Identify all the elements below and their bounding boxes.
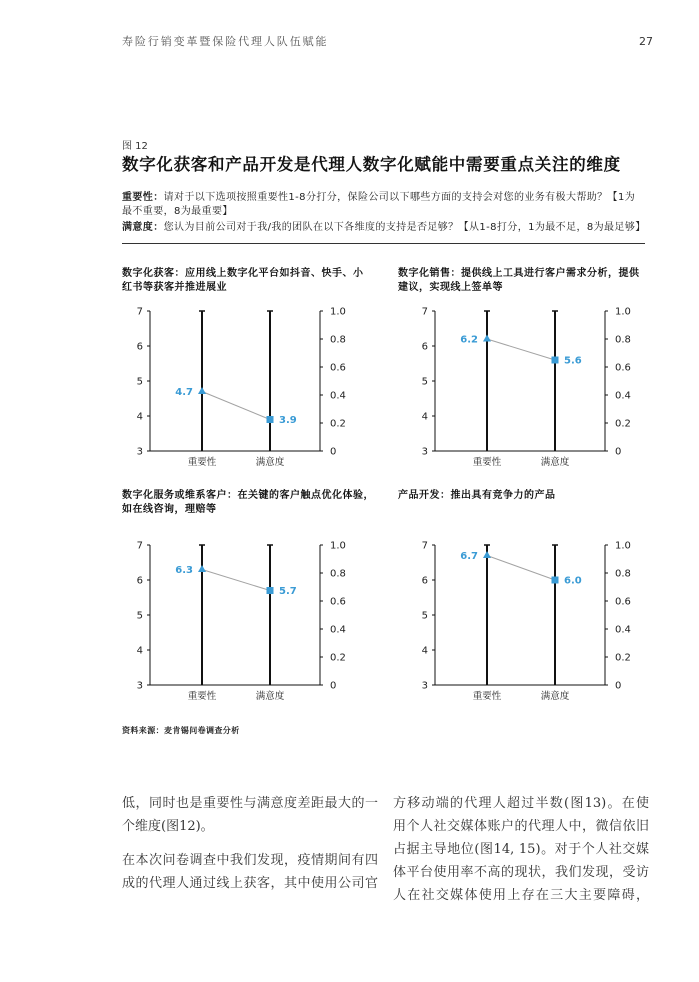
note-satisfaction-line xyxy=(122,221,646,234)
importance-point xyxy=(198,565,206,572)
left-y-tick-label: 3 xyxy=(136,680,143,692)
right-y-tick-label: 0.6 xyxy=(615,362,631,374)
note-term-importance: 重要性： xyxy=(122,192,164,203)
left-y-tick-label: 6 xyxy=(421,341,428,353)
chart-digital-sales xyxy=(405,303,637,473)
right-y-tick-label: 0.4 xyxy=(615,390,631,402)
body-line: 用个人社交媒体账户的代理人中，微信依旧 xyxy=(393,819,649,834)
figure-title: 数字化获客和产品开发是代理人数字化赋能中需要重点关注的维度 xyxy=(122,155,621,174)
note-text: 请对于以下选项按照重要性1-8分打分，保险公司以下哪些方面的支持会对您的业务有极大帮助？【1为 xyxy=(163,192,636,203)
importance-value-label: 6.2 xyxy=(460,334,478,346)
body-line: 个维度(图12)。 xyxy=(122,819,214,834)
right-y-tick-label: 1.0 xyxy=(615,540,631,552)
body-line: 方移动端的代理人超过半数(图13)。在使 xyxy=(393,796,649,811)
right-y-tick-label: 0.6 xyxy=(330,362,346,374)
body-line: 体平台使用率不高的现状，我们发现，受访 xyxy=(393,865,649,880)
right-y-tick-label: 0.8 xyxy=(615,568,631,580)
running-header-title: 寿险行销变革暨保险代理人队伍赋能 xyxy=(122,35,329,48)
satisfaction-value-label: 6.0 xyxy=(564,575,582,587)
left-y-tick-label: 7 xyxy=(136,306,143,318)
right-y-tick-label: 1.0 xyxy=(330,540,346,552)
right-y-tick-label: 0.6 xyxy=(615,596,631,608)
note-text: 最不重要，8为最重要】 xyxy=(122,206,233,217)
left-y-tick-label: 7 xyxy=(421,306,428,318)
chart-title-digital-sales xyxy=(398,267,640,295)
right-y-tick-label: 0 xyxy=(330,680,337,692)
right-y-tick-label: 0 xyxy=(615,446,622,458)
left-y-tick-label: 5 xyxy=(136,376,143,388)
right-y-tick-label: 0.8 xyxy=(330,568,346,580)
category-label: 重要性 xyxy=(187,457,217,468)
chart-plot-area xyxy=(120,537,352,707)
figure-label: 图 12 xyxy=(122,141,148,152)
left-y-tick-label: 3 xyxy=(136,446,143,458)
body-paragraph xyxy=(393,792,649,907)
satisfaction-point xyxy=(552,577,559,584)
chart-title-line: 红书等获客并推进展业 xyxy=(122,282,227,293)
left-y-tick-label: 4 xyxy=(136,645,143,657)
right-y-tick-label: 1.0 xyxy=(615,306,631,318)
left-y-tick-label: 3 xyxy=(421,680,428,692)
right-y-tick-label: 0 xyxy=(330,446,337,458)
chart-plot-area xyxy=(120,303,352,473)
right-y-tick-label: 0.4 xyxy=(330,624,346,636)
chart-title-digital-service xyxy=(122,489,374,517)
body-line: 成的代理人通过线上获客，其中使用公司官 xyxy=(122,876,378,891)
body-line: 占据主导地位(图14, 15)。对于个人社交媒 xyxy=(393,842,649,857)
chart-title-line: 如在线咨询，理赔等 xyxy=(122,504,217,515)
note-importance-line-2 xyxy=(122,205,233,218)
chart-title-line: 数字化服务或维系客户：在关键的客户触点优化体验， xyxy=(122,490,374,501)
figure-source: 资料来源：麦肯锡问卷调查分析 xyxy=(122,726,240,735)
chart-digital-service xyxy=(120,537,352,707)
connector-line xyxy=(202,570,270,591)
right-y-tick-label: 0.2 xyxy=(330,652,346,664)
chart-product-development xyxy=(405,537,637,707)
page-number: 27 xyxy=(639,35,653,48)
satisfaction-value-label: 3.9 xyxy=(279,415,297,426)
satisfaction-point xyxy=(267,416,274,423)
importance-value-label: 6.3 xyxy=(175,565,193,576)
right-y-tick-label: 0.4 xyxy=(330,390,346,402)
satisfaction-value-label: 5.6 xyxy=(564,355,582,367)
satisfaction-point xyxy=(267,587,274,594)
category-label: 满意度 xyxy=(255,691,285,702)
right-y-tick-label: 0.8 xyxy=(615,334,631,346)
chart-digital-acquisition xyxy=(120,303,352,473)
importance-value-label: 4.7 xyxy=(175,387,193,398)
importance-point xyxy=(483,335,491,342)
left-y-tick-label: 7 xyxy=(136,540,143,552)
category-label: 满意度 xyxy=(255,457,285,468)
right-y-tick-label: 0.8 xyxy=(330,334,346,346)
right-y-tick-label: 0 xyxy=(615,680,622,692)
connector-line xyxy=(487,556,555,581)
left-y-tick-label: 5 xyxy=(136,610,143,622)
left-y-tick-label: 4 xyxy=(421,645,428,657)
body-line: 在本次问卷调查中我们发现，疫情期间有四 xyxy=(122,853,378,868)
importance-value-label: 6.7 xyxy=(460,551,478,562)
chart-title-line: 数字化销售：提供线上工具进行客户需求分析，提供 xyxy=(398,268,640,279)
right-y-tick-label: 0.2 xyxy=(330,418,346,430)
category-label: 满意度 xyxy=(540,691,570,702)
left-y-tick-label: 6 xyxy=(421,575,428,587)
right-y-tick-label: 0.6 xyxy=(330,596,346,608)
category-label: 满意度 xyxy=(540,457,570,468)
satisfaction-point xyxy=(552,357,559,364)
chart-plot-area xyxy=(405,303,637,473)
category-label: 重要性 xyxy=(472,691,502,702)
chart-title-line: 建议，实现线上签单等 xyxy=(398,282,503,293)
left-y-tick-label: 6 xyxy=(136,341,143,353)
chart-title-line: 产品开发：推出具有竞争力的产品 xyxy=(398,490,556,501)
body-line: 人在社交媒体使用上存在三大主要障碍， xyxy=(393,888,649,903)
body-column-left xyxy=(122,792,378,895)
note-text: 您认为目前公司对于我/我的团队在以下各维度的支持是否足够？【从1-8打分，1为最不足，8为最足够】 xyxy=(163,222,646,233)
chart-title-digital-acquisition xyxy=(122,267,364,295)
left-y-tick-label: 4 xyxy=(136,411,143,423)
body-paragraph xyxy=(122,792,378,838)
right-y-tick-label: 0.2 xyxy=(615,652,631,664)
category-label: 重要性 xyxy=(472,457,502,468)
connector-line xyxy=(487,339,555,360)
left-y-tick-label: 3 xyxy=(421,446,428,458)
body-column-right xyxy=(393,792,649,907)
note-term-satisfaction: 满意度： xyxy=(122,222,164,233)
category-label: 重要性 xyxy=(187,691,217,702)
chart-plot-area xyxy=(405,537,637,707)
note-importance-line-1 xyxy=(122,191,635,204)
chart-title-product-development xyxy=(398,489,556,503)
left-y-tick-label: 6 xyxy=(136,575,143,587)
left-y-tick-label: 5 xyxy=(421,610,428,622)
left-y-tick-label: 4 xyxy=(421,411,428,423)
left-y-tick-label: 7 xyxy=(421,540,428,552)
satisfaction-value-label: 5.7 xyxy=(279,586,297,597)
chart-title-line: 数字化获客：应用线上数字化平台如抖音、快手、小 xyxy=(122,268,364,279)
right-y-tick-label: 1.0 xyxy=(330,306,346,318)
divider-rule xyxy=(122,243,645,244)
importance-point xyxy=(198,387,206,394)
importance-point xyxy=(483,551,491,558)
left-y-tick-label: 5 xyxy=(421,376,428,388)
right-y-tick-label: 0.2 xyxy=(615,418,631,430)
body-paragraph xyxy=(122,849,378,895)
body-line: 低，同时也是重要性与满意度差距最大的一 xyxy=(122,796,378,811)
connector-line xyxy=(202,392,270,420)
right-y-tick-label: 0.4 xyxy=(615,624,631,636)
